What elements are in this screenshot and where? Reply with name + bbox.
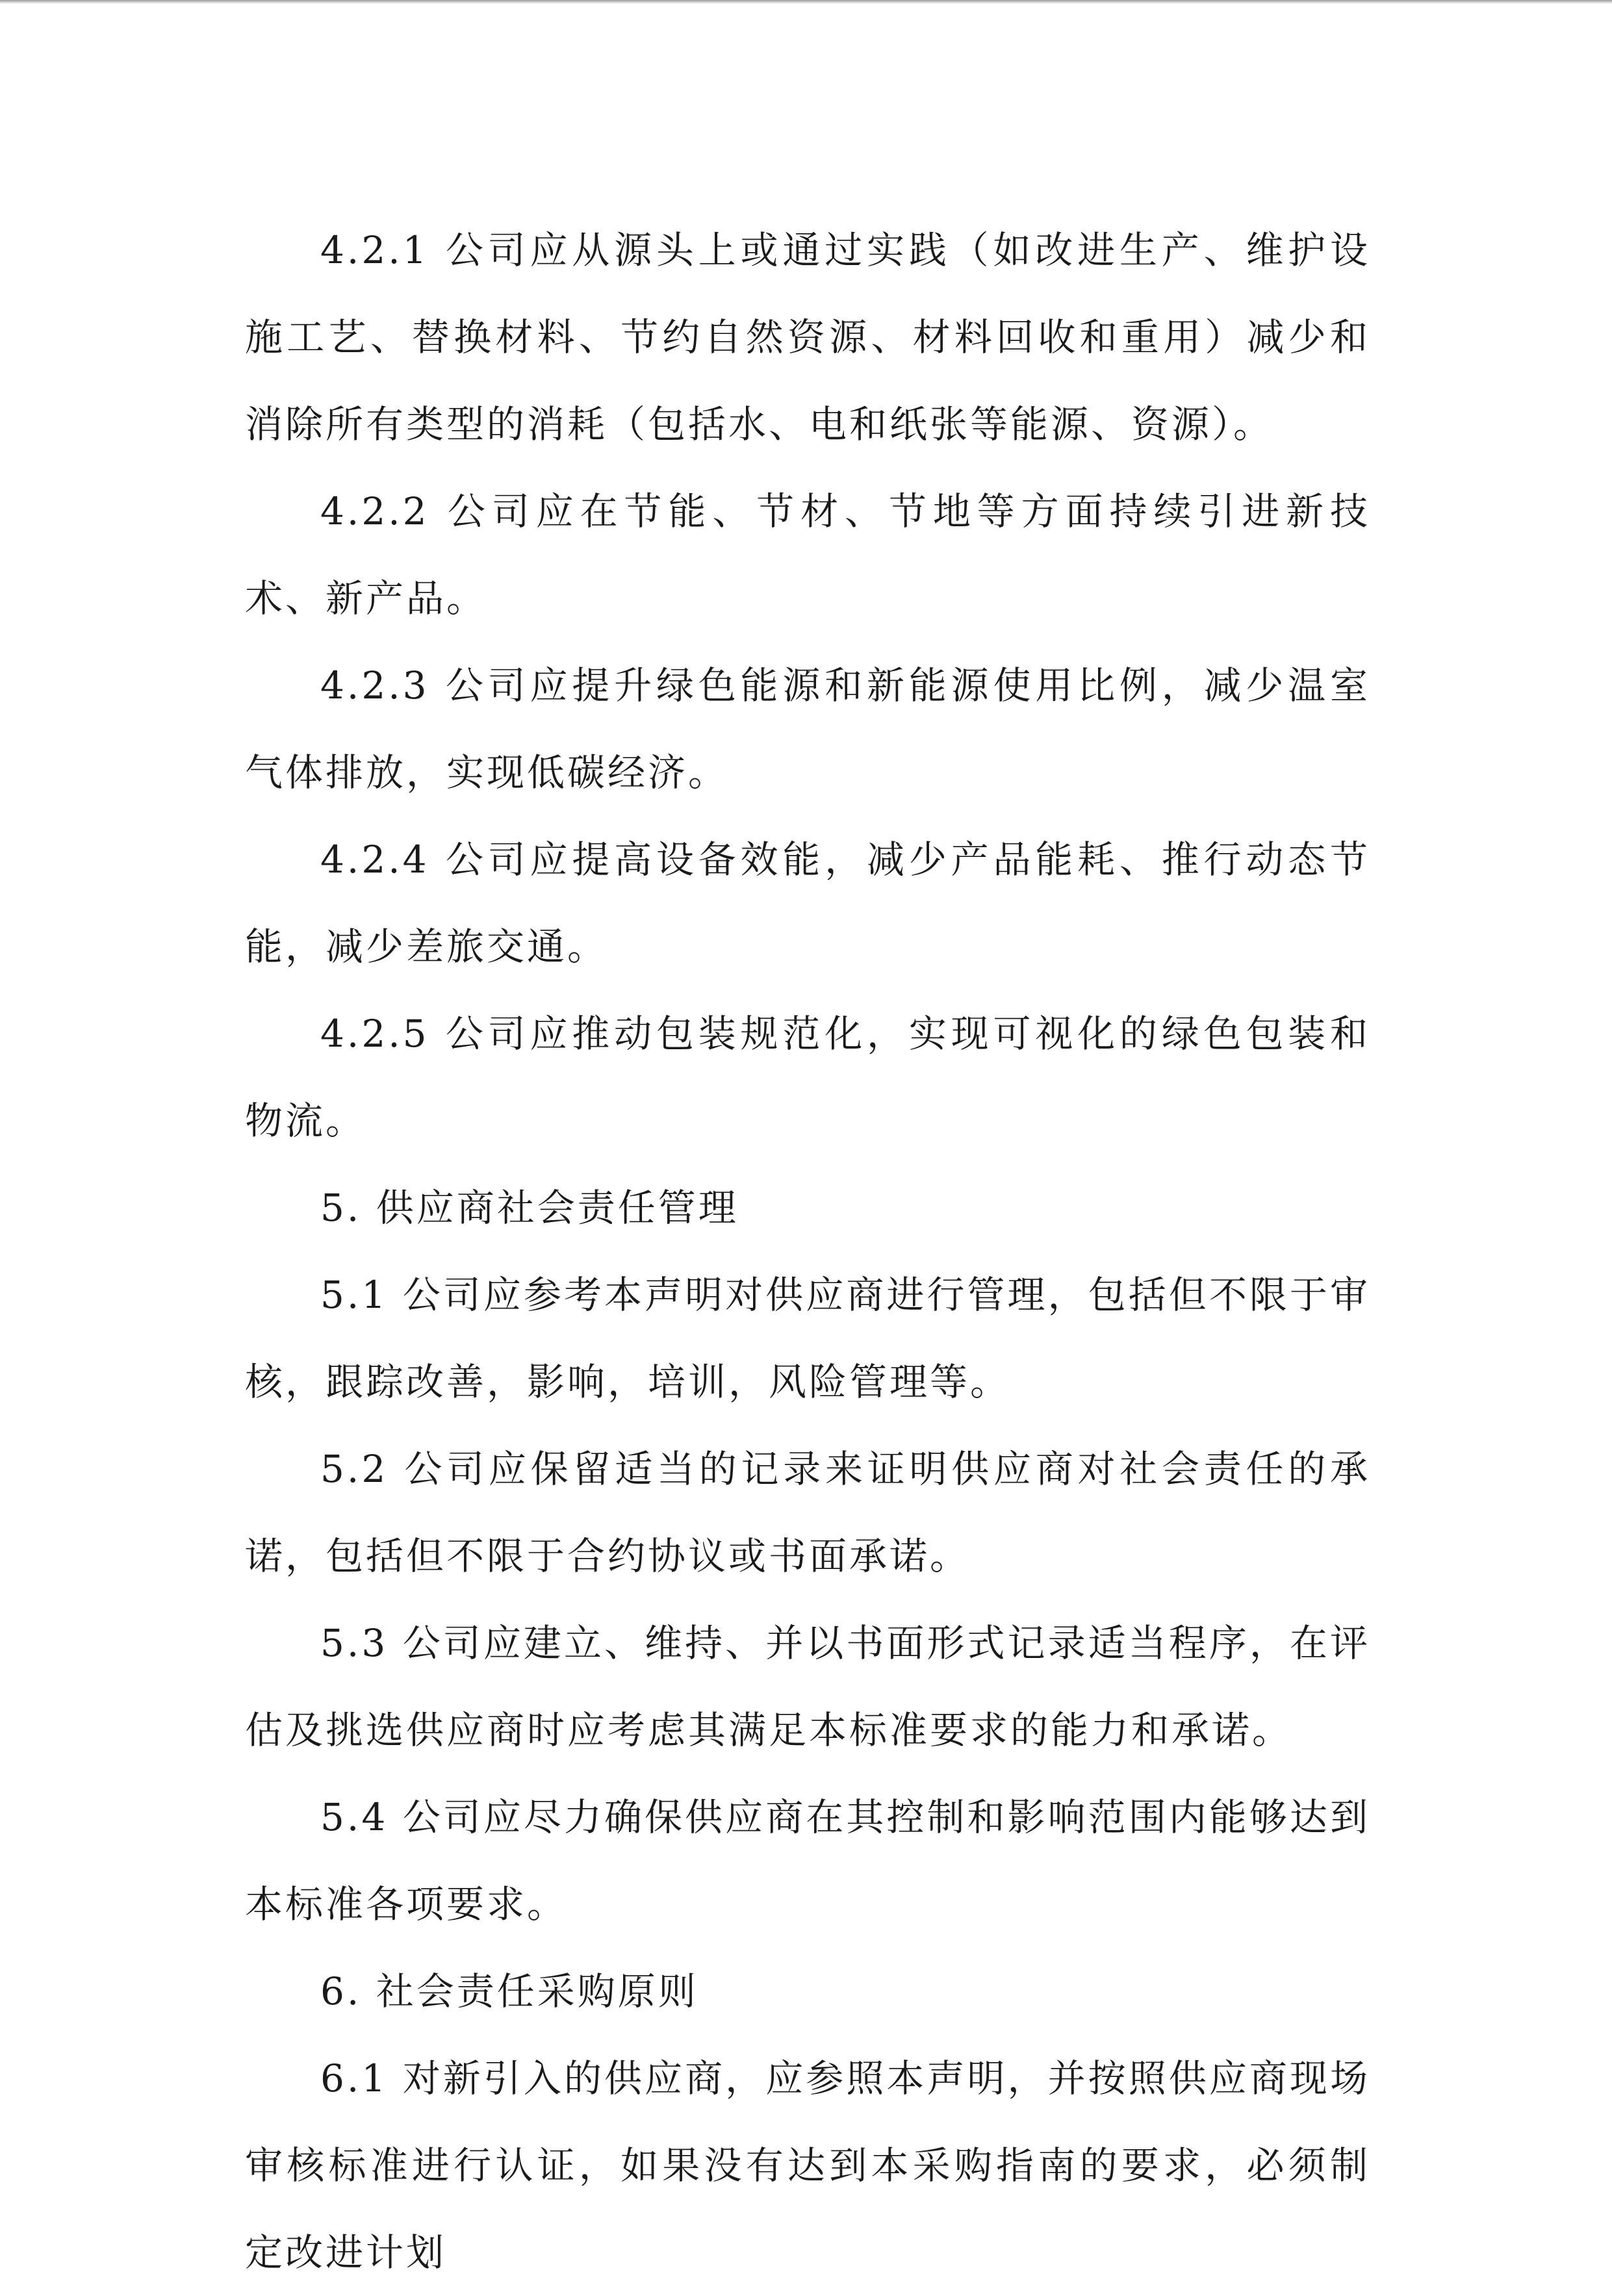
paragraph-4-2-5: 4.2.5 公司应推动包装规范化，实现可视化的绿色包装和物流。 [245,1012,1371,1143]
section-heading-6: 6. 社会责任采购原则 [320,1969,698,2013]
scan-top-edge [0,0,1612,4]
paragraph-6-1: 6.1 对新引入的供应商，应参照本声明，并按照供应商现场审核标准进行认证，如果没有达到本采购指南的要求，必须制定改进计划 [245,2056,1370,2275]
paragraph-5-3: 5.3 公司应建立、维持、并以书面形式记录适当程序，在评估及挑选供应商时应考虑其满足本标准要求的能力和承诺。 [245,1621,1370,1752]
document-body [245,207,1370,2296]
section-heading-5: 5. 供应商社会责任管理 [320,1186,739,1230]
paragraph-5-1: 5.1 公司应参考本声明对供应商进行管理，包括但不限于审核，跟踪改善，影响，培训，风险管理等。 [245,1273,1370,1404]
paragraph-5-4: 5.4 公司应尽力确保供应商在其控制和影响范围内能够达到本标准各项要求。 [245,1795,1370,1926]
paragraph-4-2-3: 4.2.3 公司应提升绿色能源和新能源使用比例，减少温室气体排放，实现低碳经济。 [245,663,1371,795]
paragraph-4-2-4: 4.2.4 公司应提高设备效能，减少产品能耗、推行动态节能，减少差旅交通。 [245,837,1371,969]
paragraph-4-2-1: 4.2.1 公司应从源头上或通过实践（如改进生产、维护设施工艺、替换材料、节约自然资源、材料回收和重用）减少和消除所有类型的消耗（包括水、电和纸张等能源、资源）。 [245,228,1371,446]
paragraph-5-2: 5.2 公司应保留适当的记录来证明供应商对社会责任的承诺，包括但不限于合约协议或书面承诺。 [245,1447,1370,1578]
paragraph-4-2-2: 4.2.2 公司应在节能、节材、节地等方面持续引进新技术、新产品。 [245,489,1370,620]
